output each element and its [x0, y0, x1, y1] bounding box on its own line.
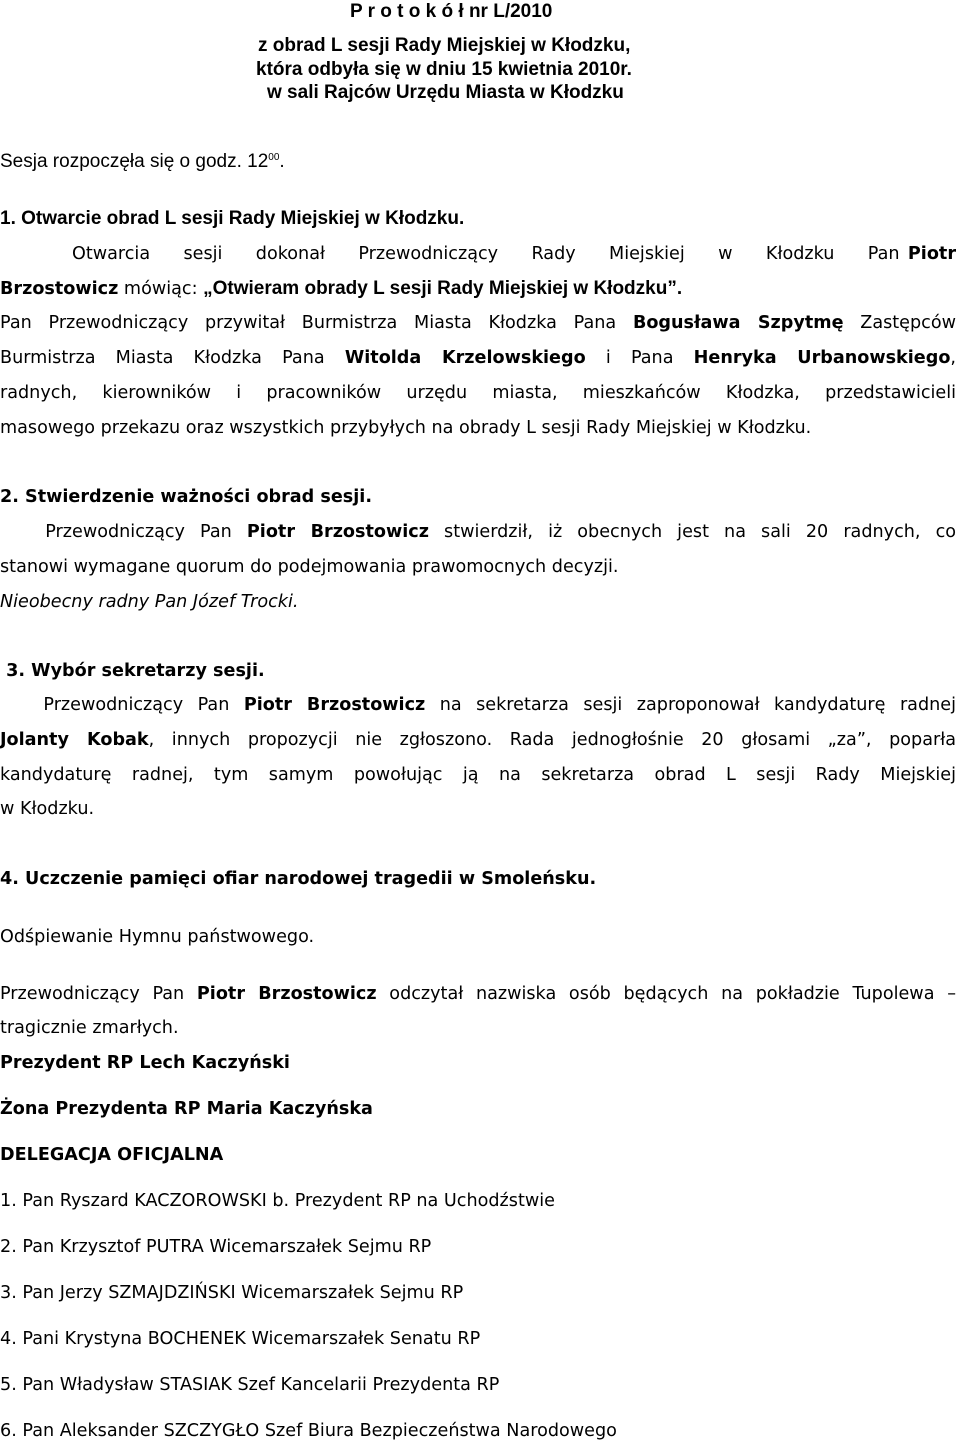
chairman-first-name: Piotr: [907, 244, 956, 264]
delegation-list-item: 1. Pan Ryszard KACZOROWSKI b. Prezydent RP na Uchodźstwie: [0, 1191, 555, 1211]
item-3-line-2: [0, 728, 956, 752]
delegation-list-item: 3. Pan Jerzy SZMAJDZIŃSKI Wicemarszałek Sejmu RP: [0, 1283, 464, 1303]
item-2-text: stwierdził, iż obecnych jest na sali 20 radnych, co: [428, 522, 957, 542]
item-1-paragraph-2-line-2: [0, 346, 956, 370]
item-4-line-1: [0, 982, 956, 1006]
item-1-paragraph-2-line-3: radnych, kierowników i pracowników urzędu miasta, mieszkańców Kłodzka, przedstawicieli: [0, 383, 956, 403]
header-line-3: w sali Rajców Urzędu Miasta w Kłodzku: [267, 82, 624, 103]
item-1-text: mówiąc:: [118, 279, 204, 299]
item-1-text: Burmistrza Miasta Kłodzka Pana: [0, 348, 345, 368]
item-4-line-2: tragicznie zmarłych.: [0, 1018, 179, 1038]
opening-quote: „Otwieram obrady L sesji Rady Miejskiej w Kłodzku”.: [203, 278, 683, 299]
header-line-2: która odbyła się w dniu 15 kwietnia 2010r.: [256, 59, 632, 80]
delegation-list-item: 4. Pani Krystyna BOCHENEK Wicemarszałek Senatu RP: [0, 1329, 481, 1349]
item-2-text: Przewodniczący Pan: [0, 522, 247, 542]
president-wife-name: Żona Prezydenta RP Maria Kaczyńska: [0, 1099, 373, 1119]
mayor-name: Bogusława Szpytmę: [632, 313, 844, 333]
item-1-heading: 1. Otwarcie obrad L sesji Rady Miejskiej w Kłodzku.: [0, 208, 465, 229]
item-3-text: , innych propozycji nie zgłoszono. Rada jednogłośnie 20 głosami „za”, poparła: [148, 730, 956, 750]
session-start-text: Sesja rozpoczęła się o godz. 12: [0, 151, 269, 172]
session-start-suffix: .: [279, 151, 285, 172]
item-4-heading: 4. Uczczenie pamięci ofiar narodowej tragedii w Smoleńsku.: [0, 869, 597, 889]
deputy-mayor-1-name: Witolda Krzelowskiego: [344, 348, 586, 368]
delegation-list-item: 6. Pan Aleksander SZCZYGŁO Szef Biura Bezpieczeństwa Narodowego: [0, 1421, 617, 1441]
item-3-text: na sekretarza sesji zaproponował kandydaturę radnej: [425, 695, 956, 715]
delegation-list-item: 5. Pan Władysław STASIAK Szef Kancelarii Prezydenta RP: [0, 1375, 500, 1395]
chairman-name: Piotr Brzostowicz: [246, 522, 429, 542]
header-line-1: z obrad L sesji Rady Miejskiej w Kłodzku,: [258, 35, 631, 56]
item-1-text: Otwarcia sesji dokonał Przewodniczący Rady Miejskiej w Kłodzku Pan: [72, 244, 908, 264]
secretary-name: Jolanty Kobak: [0, 730, 149, 750]
chairman-name: Piotr Brzostowicz: [243, 695, 426, 715]
chairman-surname: Brzostowicz: [0, 279, 119, 299]
chairman-name: Piotr Brzostowicz: [196, 984, 377, 1004]
item-4-text: odczytał nazwiska osób będących na pokładzie Tupolewa –: [376, 984, 956, 1004]
item-1-text: Zastępców: [843, 313, 957, 333]
item-3-line-1: [0, 693, 956, 717]
item-2-absent-note: Nieobecny radny Pan Józef Trocki.: [0, 592, 299, 612]
document-title: P r o t o k ó ł nr L/2010: [350, 1, 553, 22]
deputy-mayor-2-name: Henryka Urbanowskiego: [693, 348, 951, 368]
item-3-line-3: kandydaturę radnej, tym samym powołując ją na sekretarza obrad L sesji Rady Miejskiej: [0, 765, 956, 785]
item-1-paragraph-2-line-4: masowego przekazu oraz wszystkich przybyłych na obrady L sesji Rady Miejskiej w Kłodzku.: [0, 418, 812, 438]
item-4-text: Przewodniczący Pan: [0, 984, 197, 1004]
item-1-text: ,: [950, 348, 957, 368]
item-1-paragraph-1-line-1: [72, 242, 956, 266]
session-start: [0, 150, 285, 174]
anthem-line: Odśpiewanie Hymnu państwowego.: [0, 927, 315, 947]
item-3-line-4: w Kłodzku.: [0, 799, 95, 819]
delegation-heading: DELEGACJA OFICJALNA: [0, 1145, 224, 1165]
item-3-text: Przewodniczący Pan: [0, 695, 244, 715]
item-2-heading: 2. Stwierdzenie ważności obrad sesji.: [0, 487, 373, 507]
item-3-heading: 3. Wybór sekretarzy sesji.: [0, 661, 265, 681]
session-start-minutes: 00: [268, 152, 280, 163]
item-2-line-1: [0, 520, 956, 544]
item-2-line-2: stanowi wymagane quorum do podejmowania prawomocnych decyzji.: [0, 557, 619, 577]
item-1-paragraph-1-line-2: [0, 277, 682, 301]
item-1-text: Pan Przewodniczący przywitał Burmistrza Miasta Kłodzka Pana: [0, 313, 633, 333]
delegation-list-item: 2. Pan Krzysztof PUTRA Wicemarszałek Sejmu RP: [0, 1237, 432, 1257]
item-1-paragraph-2-line-1: [0, 311, 956, 335]
president-name: Prezydent RP Lech Kaczyński: [0, 1053, 290, 1073]
item-1-text: i Pana: [585, 348, 694, 368]
